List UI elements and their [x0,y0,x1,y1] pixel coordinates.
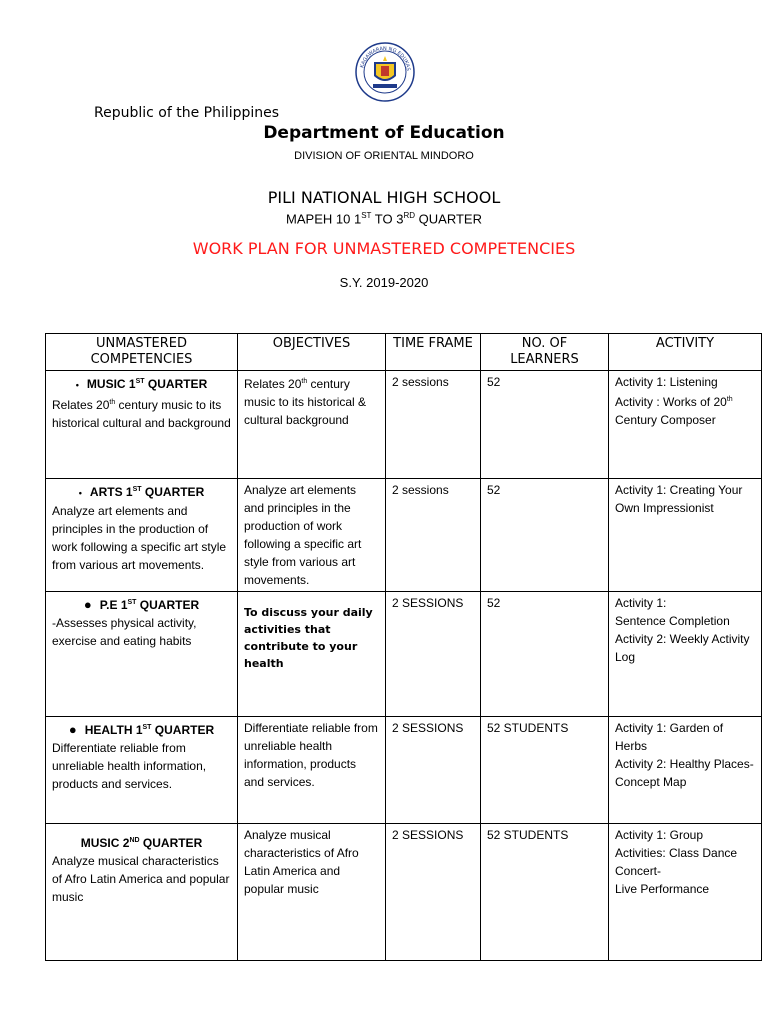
activity-cell: Activity 1: Listening Activity : Works of 20th Century Composer [609,371,762,479]
table-row [46,824,762,961]
learners-cell: 52 [481,592,609,717]
competency-heading: ● P.E 1ST QUARTER [83,597,200,612]
competency-heading: • ARTS 1ST QUARTER [78,485,205,499]
competency-cell [46,824,238,961]
division-name: DIVISION OF ORIENTAL MINDORO [294,150,474,162]
competency-cell [46,592,238,717]
bullet-icon: ● [68,722,77,737]
bullet-icon: • [78,487,82,498]
competency-heading: • MUSIC 1ST QUARTER [75,377,208,391]
competency-cell [46,371,238,479]
school-name: PILI NATIONAL HIGH SCHOOL [267,188,501,207]
competency-text: Analyze art elements and principles in the production of work following a specific art style from various art movements. [52,503,227,572]
activity-cell: Activity 1: Sentence Completion Activity 2: Weekly Activity Log [609,592,762,717]
objective-cell: Analyze art elements and principles in the production of work following a specific art style from various art movements. [238,479,386,592]
department-title: Department of Education [263,123,505,143]
svg-text:KAGAWARAN NG EDUKASYON: KAGAWARAN NG EDUKAS [359,45,411,72]
objective-cell: Differentiate reliable from unreliable health information, products and services. [238,717,386,824]
time-frame-cell: 2 sessions [386,371,481,479]
competency-heading: ● HEALTH 1ST QUARTER [68,722,215,737]
table-row [46,592,762,717]
time-frame-cell: 2 sessions [386,479,481,592]
learners-cell: 52 [481,371,609,479]
objective-text: To discuss your daily activities that contribute to your health [244,606,373,670]
school-year: S.Y. 2019-2020 [339,275,429,290]
republic-line: Republic of the Philippines [94,105,280,121]
competency-heading: MUSIC 2ND QUARTER [80,836,203,850]
objective-cell: Relates 20th century music to its historical & cultural background [238,371,386,479]
competency-text: Differentiate reliable from unreliable health information, products and services. [52,741,207,791]
time-frame-cell: 2 SESSIONS [386,592,481,717]
competency-cell [46,479,238,592]
time-frame-cell: 2 SESSIONS [386,717,481,824]
work-plan-table [45,333,762,961]
header-learners: NO. OF LEARNERS [481,334,609,371]
competency-text: Analyze musical characteristics of Afro Latin America and popular music [52,854,230,904]
work-plan-title: WORK PLAN FOR UNMASTERED COMPETENCIES [192,239,576,258]
header-objectives: OBJECTIVES [238,334,386,371]
header-time-frame: TIME FRAME [386,334,481,371]
objective-cell: Analyze musical characteristics of Afro Latin America and popular music [238,824,386,961]
bullet-icon: • [75,379,79,390]
activity-cell: Activity 1: Group Activities: Class Dance Concert- Live Performance [609,824,762,961]
header-competencies: UNMASTERED COMPETENCIES [46,334,238,371]
table-row [46,479,762,592]
deped-seal-logo [355,42,415,102]
learners-cell: 52 [481,479,609,592]
bullet-icon: ● [83,597,92,612]
table-row [46,371,762,479]
activity-cell: Activity 1: Garden of Herbs Activity 2: Healthy Places- Concept Map [609,717,762,824]
competency-cell [46,717,238,824]
time-frame-cell: 2 SESSIONS [386,824,481,961]
header-activity: ACTIVITY [609,334,762,371]
subject-quarter-line: MAPEH 10 1ST TO 3RD QUARTER [286,211,482,227]
table-row [46,717,762,824]
objective-cell [238,592,386,717]
competency-text: Relates 20th century music to its historical cultural and background [52,397,231,430]
activity-cell: Activity 1: Creating Your Own Impressionist [609,479,762,592]
table-header-row [46,334,762,371]
learners-cell: 52 STUDENTS [481,824,609,961]
learners-cell: 52 STUDENTS [481,717,609,824]
competency-text: -Assesses physical activity, exercise and eating habits [52,616,197,648]
